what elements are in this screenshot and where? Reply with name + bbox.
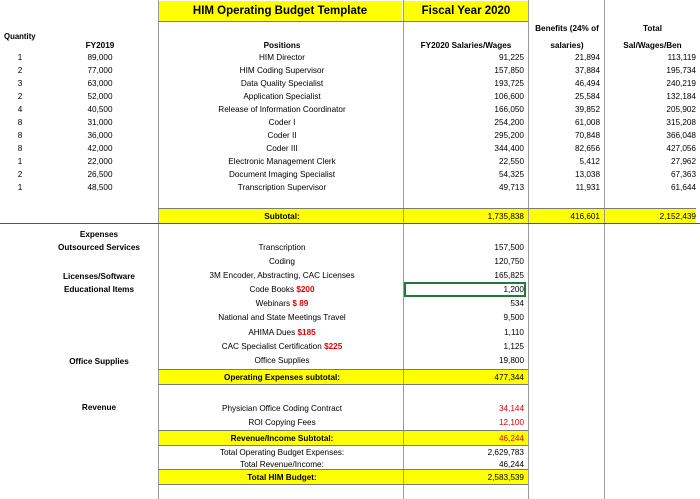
row-position: Transcription Supervisor [237, 183, 327, 192]
educational-label: Educational Items [63, 285, 135, 294]
row-total: 113,119 [667, 53, 696, 62]
row-qty: 1 [17, 157, 23, 166]
row-qty: 8 [17, 131, 23, 140]
total-revenue-label: Total Revenue/Income: [240, 460, 324, 469]
expense-amount: 120,750 [494, 257, 524, 266]
row-fy2019: 77,000 [87, 66, 113, 75]
expense-amount: 19,800 [498, 356, 524, 365]
row-total: 205,902 [666, 105, 696, 114]
expense-item: AHIMA Dues $185 [248, 328, 316, 337]
row-total: 67,363 [670, 170, 696, 179]
row-qty: 8 [17, 144, 23, 153]
expense-item: 3M Encoder, Abstracting, CAC Licenses [209, 271, 355, 280]
expense-item: Transcription [258, 243, 306, 252]
subtotal-top-rule [158, 208, 696, 209]
revenue-subtotal-amount: 46,244 [498, 434, 524, 443]
row-total: 366,048 [666, 131, 696, 140]
revenue-amount: 12,100 [498, 418, 524, 427]
row-fy2020: 157,850 [494, 66, 524, 75]
expense-amount: 157,500 [494, 243, 524, 252]
total-him-label: Total HIM Budget: [247, 473, 317, 482]
row-benefits: 11,931 [575, 183, 600, 192]
revenue-item: Physician Office Coding Contract [222, 404, 342, 413]
rev-subtotal-bottom-rule [158, 445, 528, 446]
row-fy2019: 63,000 [87, 79, 113, 88]
header-fy2019: FY2019 [85, 41, 115, 50]
header-total-line1: Total [643, 24, 662, 33]
row-fy2020: 106,600 [494, 92, 524, 101]
col-sep-1 [158, 0, 159, 499]
row-position: Coder II [267, 131, 297, 140]
revenue-amount: 34,144 [498, 404, 524, 413]
row-fy2019: 40,500 [87, 105, 113, 114]
row-fy2019: 42,000 [87, 144, 113, 153]
total-operating-amount: 2,629,783 [487, 448, 524, 457]
expense-item: National and State Meetings Travel [218, 313, 346, 322]
row-qty: 2 [17, 92, 23, 101]
row-fy2019: 22,000 [87, 157, 113, 166]
row-benefits: 70,848 [574, 131, 600, 140]
total-operating-label: Total Operating Budget Expenses: [219, 448, 345, 457]
row-benefits: 61,008 [574, 118, 600, 127]
row-position: HIM Director [259, 53, 305, 62]
row-qty: 3 [17, 79, 23, 88]
row-total: 132,184 [666, 92, 696, 101]
row-fy2019: 31,000 [87, 118, 113, 127]
him-bottom-rule [158, 484, 528, 485]
subtotal-label: Subtotal: [264, 212, 300, 221]
total-revenue-amount: 46,244 [498, 460, 524, 469]
header-quantity: Quantity [4, 32, 36, 41]
subtotal-total: 2,152,439 [659, 212, 696, 221]
row-fy2019: 36,000 [87, 131, 113, 140]
row-position: Application Specialist [243, 92, 321, 101]
exp-subtotal-top-rule [158, 369, 528, 370]
row-fy2020: 295,200 [494, 131, 524, 140]
header-fy2020: FY2020 Salaries/Wages [420, 41, 512, 50]
header-positions: Positions [263, 41, 301, 50]
row-total: 240,219 [666, 79, 696, 88]
row-fy2020: 54,325 [498, 170, 524, 179]
header-benefits-line2: salaries) [550, 41, 584, 50]
row-benefits: 46,494 [574, 79, 600, 88]
expenses-subtotal-amount: 477,344 [494, 373, 524, 382]
row-qty: 2 [17, 170, 23, 179]
row-fy2020: 22,550 [498, 157, 524, 166]
expense-item: CAC Specialist Certification $225 [221, 342, 343, 351]
row-total: 27,962 [670, 157, 696, 166]
expenses-section-label: Expenses [79, 230, 119, 239]
row-fy2019: 26,500 [87, 170, 113, 179]
row-benefits: 13,038 [574, 170, 600, 179]
expense-note: $225 [324, 342, 343, 351]
header-benefits-line1: Benefits (24% of [535, 24, 599, 33]
row-fy2019: 48,500 [87, 183, 113, 192]
row-total: 427,056 [666, 144, 696, 153]
row-qty: 8 [17, 118, 23, 127]
row-position: Data Quality Specialist [240, 79, 324, 88]
row-position: Document Imaging Specialist [228, 170, 336, 179]
fiscal-year-title: Fiscal Year 2020 [421, 5, 511, 17]
licenses-label: Licenses/Software [63, 272, 135, 281]
expense-item: Webinars $ 89 [255, 299, 309, 308]
row-qty: 4 [17, 105, 23, 114]
row-benefits: 39,852 [574, 105, 600, 114]
expense-item: Coding [269, 257, 295, 266]
row-qty: 1 [17, 183, 23, 192]
row-position: Coder III [266, 144, 298, 153]
expense-note: $200 [296, 285, 315, 294]
revenue-subtotal-label: Revenue/Income Subtotal: [230, 434, 334, 443]
row-total: 315,208 [666, 118, 696, 127]
row-fy2020: 166,050 [494, 105, 524, 114]
expense-item: Office Supplies [254, 356, 310, 365]
expense-note: $ 89 [292, 299, 309, 308]
rev-subtotal-top-rule [158, 430, 528, 431]
row-benefits: 5,412 [579, 157, 600, 166]
expense-amount: 165,825 [494, 271, 524, 280]
revenue-section-label: Revenue [81, 403, 117, 412]
office-supplies-label: Office Supplies [69, 357, 129, 366]
subtotal-benefits: 416,601 [570, 212, 600, 221]
row-benefits: 25,584 [574, 92, 600, 101]
outsourced-label: Outsourced Services [58, 243, 140, 252]
page-title: HIM Operating Budget Template [192, 5, 368, 17]
expense-note: $185 [297, 328, 316, 337]
row-qty: 1 [17, 53, 23, 62]
row-total: 61,644 [670, 183, 696, 192]
expense-item: Code Books $200 [249, 285, 315, 294]
row-fy2020: 193,725 [494, 79, 524, 88]
subtotal-bottom-rule [0, 223, 700, 224]
exp-subtotal-bottom-rule [158, 384, 528, 385]
row-position: HIM Coding Supervisor [239, 66, 325, 75]
expense-amount[interactable]: 1,200 [503, 285, 524, 294]
row-benefits: 37,884 [574, 66, 600, 75]
row-benefits: 21,894 [574, 53, 600, 62]
subtotal-fy2020: 1,735,838 [487, 212, 524, 221]
row-position: Coder I [268, 118, 296, 127]
expense-amount: 1,125 [503, 342, 524, 351]
row-fy2019: 52,000 [87, 92, 113, 101]
row-qty: 2 [17, 66, 23, 75]
row-fy2020: 49,713 [498, 183, 524, 192]
revenue-item: ROI Copying Fees [248, 418, 316, 427]
row-fy2020: 254,200 [494, 118, 524, 127]
row-fy2020: 91,225 [498, 53, 524, 62]
total-him-amount: 2,583,539 [487, 473, 524, 482]
row-position: Electronic Management Clerk [228, 157, 336, 166]
row-benefits: 82,656 [574, 144, 600, 153]
expenses-subtotal-label: Operating Expenses subtotal: [223, 373, 340, 382]
expense-amount: 1,110 [504, 328, 524, 337]
row-fy2020: 344,400 [494, 144, 524, 153]
title-bottom-rule [158, 21, 528, 22]
header-total-line2: Sal/Wages/Ben [623, 41, 682, 50]
row-total: 195,734 [666, 66, 696, 75]
expense-amount: 9,500 [503, 313, 524, 322]
expense-amount: 534 [510, 299, 524, 308]
row-fy2019: 89,000 [87, 53, 113, 62]
row-position: Release of Information Coordinator [218, 105, 346, 114]
